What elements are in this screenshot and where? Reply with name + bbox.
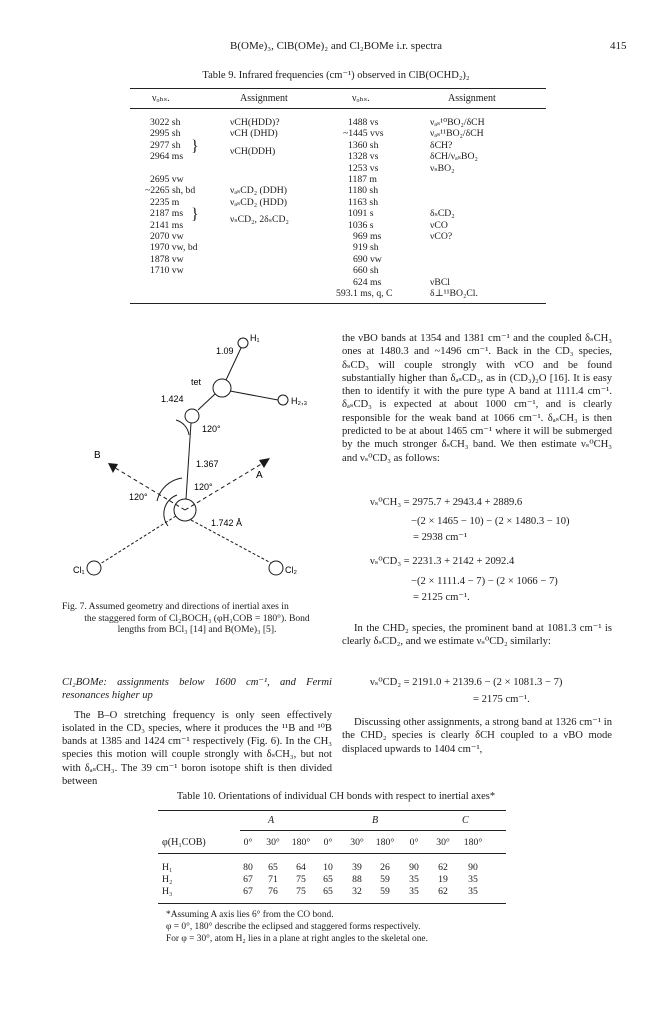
label-axis-a: A	[256, 470, 263, 481]
table-9-cell: 690 vw	[353, 253, 382, 265]
atom-c	[213, 379, 231, 397]
label-bond-1742: 1.742 Å	[211, 518, 243, 528]
table-10-cell: 64	[296, 862, 306, 873]
table-10-footnote: φ = 0°, 180° describe the eclipsed and staggered forms respectively.	[166, 922, 421, 932]
angle-arc-1	[176, 420, 189, 435]
table-9-header-rule	[130, 108, 546, 109]
label-angle-1: 120°	[202, 424, 221, 434]
running-header-title: B(OMe)₃, ClB(OMe)₂ and Cl₂BOMe i.r. spectra	[230, 40, 442, 52]
table-10-group-rule	[240, 830, 506, 831]
table-10-cell: 76	[268, 886, 278, 897]
bond-c-h23	[230, 391, 278, 400]
equation: νₛ⁰CD₂ = 2191.0 + 2139.6 − (2 × 1081.3 − 7)	[370, 677, 563, 688]
table-10-angle: 180°	[375, 837, 395, 848]
table-9-cell: 1360 sh	[348, 139, 379, 151]
label-bond-1424: 1.424	[161, 394, 184, 404]
table-9-cell: δCH/νₐₛBO₂	[430, 151, 478, 163]
paragraph: the νBO bands at 1354 and 1381 cm⁻¹ and the coupled δₛCH₃ ones at 1480.3 and ~1496 cm⁻¹. Back in the CD₃ species, δₛCD₃ will couple strongly with νCO and be found substantially higher than δₐₛCD₃, as in (CD₃)₂O [16]. It is easy then to identify it with the pure type A band at 1111.4 cm⁻¹. δₐₛCD₃ is expected at about 1000 cm⁻¹, and is clearly responsible for the weak band at 1066 cm⁻¹. δₐₛCH₃ is then predicted to be at about 1465 cm⁻¹ where it will be submerged by the much stronger δₛCH₃ band. We then estimate νₛ⁰CH₃ and νₛ⁰CD₃ as follows:	[342, 333, 612, 464]
table-10-cell: 59	[380, 874, 390, 885]
table-9-cell: νCO?	[430, 231, 453, 242]
table-10-cell: 67	[243, 874, 253, 885]
table-10-bottom-rule	[158, 903, 506, 904]
table-9-header-assign-2: Assignment	[448, 93, 496, 104]
table-9-cell: 1091 s	[348, 208, 374, 220]
table-9-cell: ~1445 vvs	[343, 128, 384, 140]
table-10-cell: 32	[352, 886, 362, 897]
table-10-cell: 26	[380, 862, 390, 873]
table-9-cell: 2977 sh	[150, 139, 181, 151]
table-9-cell: 660 sh	[353, 265, 379, 277]
equation: = 2175 cm⁻¹.	[473, 694, 530, 705]
table-10-top-rule	[158, 810, 506, 811]
angle-arc-3	[164, 495, 177, 526]
equation: −(2 × 1465 − 10) − (2 × 1480.3 − 10)	[411, 516, 570, 527]
table-9-cell: νₐₛCD₂ (HDD)	[230, 196, 287, 208]
table-9-cell: 2964 ms	[150, 151, 184, 163]
table-9-cell: 1187 m	[348, 174, 377, 185]
table-9-top-rule	[130, 88, 546, 89]
table-9-cell: 2995 sh	[150, 128, 181, 140]
table-9-cell: 919 sh	[353, 242, 379, 254]
label-cl1: Cl₁	[73, 565, 85, 575]
table-9-cell: νCO	[430, 219, 448, 231]
table-9-cell: 1163 sh	[348, 196, 379, 208]
table-10-cell: 59	[380, 886, 390, 897]
atom-h1	[238, 338, 248, 348]
table-10-row-label: H₁	[162, 862, 173, 873]
table-9-cell: 1180 sh	[348, 185, 379, 197]
right-column-para-2	[342, 622, 612, 649]
table-10-cell: 62	[438, 886, 448, 897]
table-10-cell: 75	[296, 874, 306, 885]
table-10-row-header: φ(H₁COB)	[162, 837, 206, 848]
table-9-cell: νₐₛ¹¹BO₂/δCH	[430, 128, 484, 140]
angle-arc-2	[157, 478, 182, 501]
paragraph: The B–O stretching frequency is only seen effectively isolated in the CD₃ species, where it produces the ¹¹B and ¹⁰B bands at 1385 and 1424 cm⁻¹ respectively (Fig. 6). In the CH₃ species this motion will couple strongly with δₛCH₃, but not with δₐₛCH₃. The 39 cm⁻¹ boron isotope shift is then divided between	[62, 709, 332, 788]
label-bond-109: 1.09	[216, 346, 234, 356]
table-10-cell: 65	[323, 886, 333, 897]
label-axis-b: B	[94, 450, 101, 461]
equation: νₛ⁰CH₃ = 2975.7 + 2943.4 + 2889.6	[370, 497, 523, 508]
table-9-cell: 2070 vw	[150, 231, 184, 242]
table-9-caption: Table 9. Infrared frequencies (cm⁻¹) observed in ClB(OCHD₂)₂	[202, 70, 470, 81]
table-10-row-label: H₂	[162, 874, 173, 885]
figure-7-caption-line: the staggered form of Cl₂BOCH₃ (φH₁COB = 180°). Bond	[84, 612, 310, 624]
table-9-cell: νₛCD₂, 2δₛCD₂	[230, 213, 289, 225]
table-9-header-freq-2: νₒₕₛ.	[352, 93, 370, 104]
equation: = 2938 cm⁻¹	[413, 532, 468, 543]
table-10-row-label: H₃	[162, 886, 173, 897]
table-9-cell: 593.1 ms, q, C	[336, 288, 393, 299]
equation: −(2 × 1111.4 − 7) − (2 × 1066 − 7)	[411, 576, 558, 587]
atom-h23	[278, 395, 288, 405]
table-9-header-assign-1: Assignment	[240, 93, 288, 104]
table-9-cell: 1253 vs	[348, 162, 379, 174]
table-10-cell: 90	[409, 862, 419, 873]
table-9-cell: νCH(DDH)	[230, 145, 276, 157]
table-9-cell: δ⊥¹¹BO₂Cl.	[430, 288, 478, 299]
figure-7-caption	[62, 601, 332, 636]
page-number: 415	[610, 40, 627, 52]
table-9-cell: 3022 sh	[150, 117, 181, 128]
atom-cl2	[269, 561, 283, 575]
section-heading: Cl₂BOMe: assignments below 1600 cm⁻¹, and Fermi resonances higher up	[62, 677, 332, 702]
label-bond-1367: 1.367	[196, 459, 219, 469]
table-9-cell: 2235 m	[150, 196, 180, 208]
atom-cl1	[87, 561, 101, 575]
table-10-angle: 0°	[323, 837, 333, 848]
table-10-angle: 30°	[350, 837, 364, 848]
label-angle-3: 120°	[129, 492, 148, 502]
figure-7-caption-line: Fig. 7. Assumed geometry and directions of inertial axes in	[62, 601, 289, 612]
table-9-bottom-rule	[130, 303, 546, 304]
paragraph: In the CHD₂ species, the prominent band at 1081.3 cm⁻¹ is clearly δₛCD₂, and we estimate νₛ⁰CD₂ similarly:	[342, 623, 612, 648]
label-h1: H₁	[250, 333, 260, 343]
table-10-header-rule	[158, 853, 506, 854]
table-9-cell: 969 ms	[353, 231, 382, 242]
table-10-cell: 10	[323, 862, 333, 873]
table-9-cell: ~2265 sh, bd	[145, 185, 196, 197]
table-10-cell: 65	[323, 874, 333, 885]
bond-b-cl1	[100, 516, 176, 564]
label-cl2: Cl₂	[285, 565, 297, 575]
table-10-angle: 180°	[291, 837, 311, 848]
table-10-cell: 19	[438, 874, 448, 885]
right-column-para-1	[342, 332, 612, 465]
equation: νₛ⁰CD₃ = 2231.3 + 2142 + 2092.4	[370, 556, 515, 567]
table-10-cell: 80	[243, 862, 253, 873]
axis-b-line	[112, 466, 185, 510]
table-9-brace: }	[191, 206, 199, 223]
equation: = 2125 cm⁻¹.	[413, 592, 470, 603]
table-10-group-c: C	[462, 815, 469, 826]
table-9-cell: 1970 vw, bd	[150, 242, 198, 254]
table-10-cell: 90	[468, 862, 478, 873]
table-10-angle: 30°	[266, 837, 280, 848]
table-9-cell: νCH (DHD)	[230, 128, 278, 140]
figure-7-diagram	[73, 330, 328, 580]
table-10-cell: 88	[352, 874, 362, 885]
table-10-cell: 67	[243, 886, 253, 897]
table-10-group-b: B	[372, 815, 379, 826]
table-9-brace: }	[191, 138, 199, 155]
table-10-cell: 35	[409, 886, 419, 897]
table-9-cell: 1710 vw	[150, 265, 184, 277]
table-10-cell: 62	[438, 862, 448, 873]
table-10-angle: 180°	[463, 837, 483, 848]
left-column-text	[62, 676, 332, 788]
table-9-cell: δₛCD₂	[430, 208, 455, 220]
table-9-cell: 1488 vs	[348, 117, 379, 128]
axis-a-arrow	[259, 458, 270, 468]
table-10-caption: Table 10. Orientations of individual CH bonds with respect to inertial axes*	[176, 791, 496, 802]
table-10-group-a: A	[268, 815, 275, 826]
label-tet: tet	[191, 377, 202, 387]
table-10-cell: 35	[409, 874, 419, 885]
label-h23: H₂,₃	[291, 396, 308, 406]
table-9-cell: 2187 ms	[150, 208, 184, 220]
atom-o	[185, 409, 199, 423]
table-9-header-freq-1: νₒₕₛ.	[152, 93, 170, 104]
table-9-cell: 1878 vw	[150, 253, 184, 265]
table-9-cell: νₛBO₂	[430, 162, 455, 174]
table-9-cell: δCH?	[430, 139, 453, 151]
table-10-cell: 39	[352, 862, 362, 873]
table-9-cell: 1328 vs	[348, 151, 379, 163]
paragraph: Discussing other assignments, a strong band at 1326 cm⁻¹ in the CHD₂ species is clearly δCH coupled to a νBO mode displaced upwards to 1404 cm⁻¹,	[342, 717, 612, 755]
table-10-footnote: *Assuming A axis lies 6° from the CO bond.	[166, 910, 334, 920]
table-9-cell: νₐₛCD₂ (DDH)	[230, 185, 287, 197]
table-10-cell: 35	[468, 886, 478, 897]
table-10-cell: 75	[296, 886, 306, 897]
table-9-cell: 2141 ms	[150, 219, 184, 231]
table-9-cell: 624 ms	[353, 276, 382, 288]
table-9-cell: 1036 s	[348, 219, 374, 231]
table-10-cell: 35	[468, 874, 478, 885]
right-column-para-3	[342, 716, 612, 756]
table-9-cell: 2695 vw	[150, 174, 184, 185]
table-10-cell: 71	[268, 874, 278, 885]
axis-b-arrow	[108, 463, 118, 473]
table-9-cell: νCH(HDD)?	[230, 117, 280, 128]
table-10-angle: 0°	[243, 837, 253, 848]
table-9-cell: νBCl	[430, 276, 450, 288]
table-10-cell: 65	[268, 862, 278, 873]
table-9-cell: νₐₛ¹⁰BO₂/δCH	[430, 117, 485, 128]
bond-c-o	[198, 394, 215, 410]
figure-7-caption-line: lengths from BCl₃ [14] and B(OMe)₃ [5].	[117, 624, 277, 636]
table-10-footnote: For φ = 30°, atom H₂ lies in a plane at right angles to the skeletal one.	[166, 934, 428, 944]
table-10-angle: 30°	[436, 837, 450, 848]
label-angle-2: 120°	[194, 482, 213, 492]
table-10-angle: 0°	[409, 837, 419, 848]
